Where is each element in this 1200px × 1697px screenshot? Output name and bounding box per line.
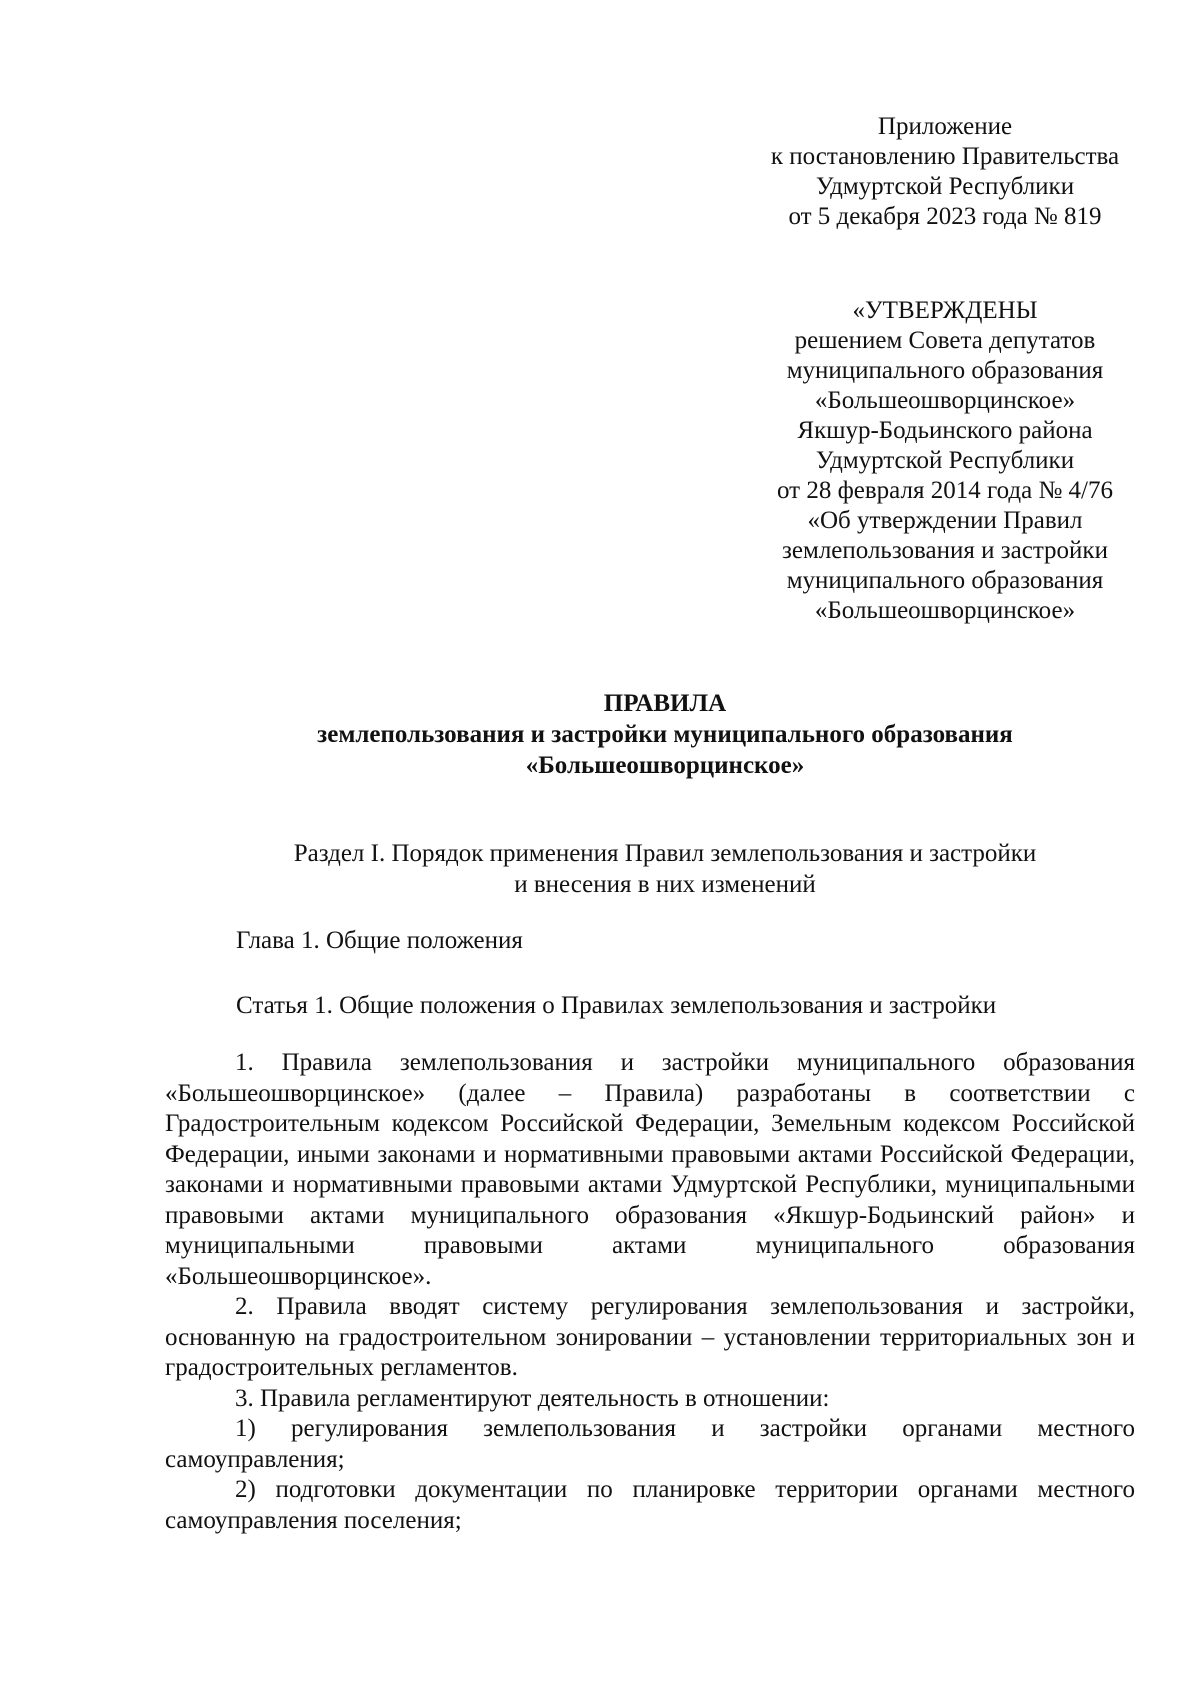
approval-line: «Об утверждении Правил: [807, 507, 1083, 534]
appendix-block: [720, 112, 1170, 232]
approval-line: Якшур-Бодьинского района: [797, 417, 1093, 444]
body-text: [165, 1048, 1135, 1536]
appendix-line: от 5 декабря 2023 года № 819: [788, 203, 1102, 230]
appendix-line: Приложение: [877, 113, 1013, 140]
title-heading: ПРАВИЛА: [603, 690, 727, 717]
approval-line: землепользования и застройки: [782, 537, 1108, 564]
approval-line: Удмуртской Республики: [815, 447, 1075, 474]
approval-line: «УТВЕРЖДЕНЫ: [852, 297, 1038, 324]
title-line: землепользования и застройки муниципального образования: [317, 721, 1013, 748]
paragraph: 1) регулирования землепользования и застройки органами местного самоуправления;: [165, 1415, 1135, 1473]
appendix-line: к постановлению Правительства: [770, 143, 1120, 170]
approval-line: муниципального образования: [786, 567, 1104, 594]
appendix-line: Удмуртской Республики: [815, 173, 1075, 200]
document-title: [170, 688, 1160, 781]
approval-line: решением Совета депутатов: [794, 327, 1096, 354]
approval-line: «Большеошворцинское»: [814, 387, 1076, 414]
article-heading: Статья 1. Общие положения о Правилах землепользования и застройки: [236, 992, 997, 1019]
approval-line: муниципального образования: [786, 357, 1104, 384]
paragraph: 1. Правила землепользования и застройки муниципального образования «Большеошворцинское» (далее – Правила) разработаны в соответствии с Градостроительным кодексом Российской Федерации, Земельным кодексом Российской Федерации, иными законами и нормативными правовыми актами Российской Федерации, законами и нормативными правовыми актами Удмуртской Республики, муниципальными правовыми актами муниципального образования «Якшур-Бодьинский район» и муниципальными правовыми актами муниципального образования «Большеошворцинское».: [165, 1049, 1135, 1290]
paragraph: 2) подготовки документации по планировке территории органами местного самоуправления поселения;: [165, 1476, 1135, 1534]
section-line: и внесения в них изменений: [514, 871, 816, 898]
section-line: Раздел I. Порядок применения Правил землепользования и застройки: [293, 840, 1037, 867]
chapter-heading: Глава 1. Общие положения: [236, 927, 523, 954]
section-heading: [170, 838, 1160, 900]
approval-line: «Большеошворцинское»: [814, 597, 1076, 624]
paragraph: 3. Правила регламентируют деятельность в отношении:: [235, 1384, 830, 1412]
title-line: «Большеошворцинское»: [525, 752, 805, 779]
approval-line: от 28 февраля 2014 года № 4/76: [776, 477, 1113, 504]
approval-block: [745, 296, 1145, 626]
paragraph: 2. Правила вводят систему регулирования землепользования и застройки, основанную на градостроительном зонировании – установлении территориальных зон и градостроительных регламентов.: [165, 1293, 1135, 1381]
